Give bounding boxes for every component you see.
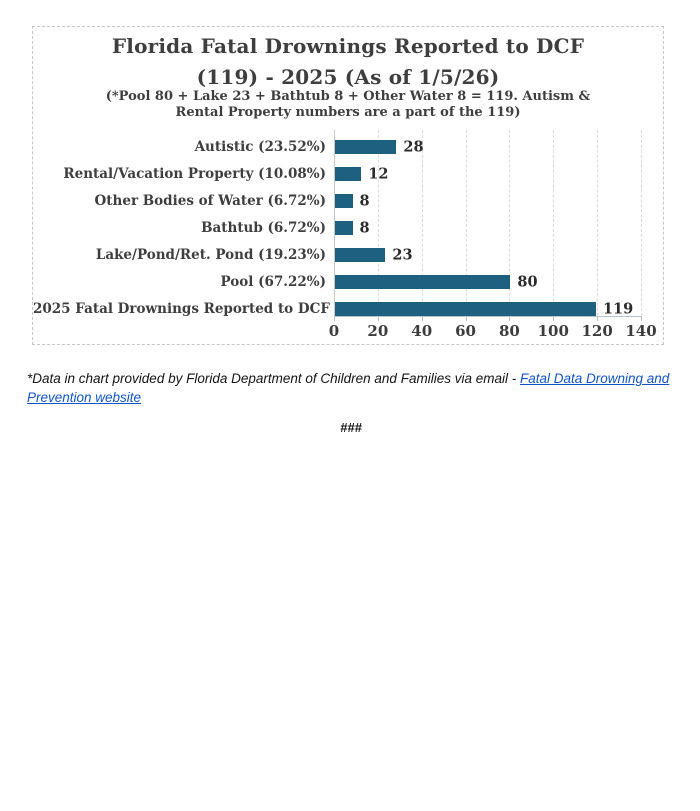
x-tick-label: 120 <box>581 322 613 340</box>
chart-title-line-2: (119) - 2025 (As of 1/5/26) <box>196 65 500 89</box>
bar-value-label: 8 <box>359 219 370 236</box>
x-tick-label: 80 <box>498 322 520 340</box>
bar-row <box>33 241 663 268</box>
bar-value-label: 28 <box>403 138 424 155</box>
category-label: Lake/Pond/Ret. Pond (19.23%) <box>95 246 326 263</box>
fatal-data-drowning-prevention-link[interactable]: Fatal Data Drowning and Prevention website <box>27 371 670 405</box>
category-label: Rental/Vacation Property (10.08%) <box>63 165 326 182</box>
bar-row <box>33 268 663 295</box>
bar-value-label: 8 <box>359 192 370 209</box>
chart-title-line-1: Florida Fatal Drownings Reported to DCF <box>111 34 585 58</box>
data-source-note-text: *Data in chart provided by Florida Department of Children and Families via email - <box>27 371 520 386</box>
bar <box>335 194 353 208</box>
bar <box>335 302 596 316</box>
x-tick-label: 100 <box>537 322 569 340</box>
bar-row <box>33 295 663 322</box>
category-label: Pool (67.22%) <box>220 273 326 290</box>
end-mark: ### <box>340 420 362 435</box>
category-label: Autistic (23.52%) <box>194 138 326 155</box>
category-label: 2025 Fatal Drownings Reported to DCF <box>33 300 330 317</box>
bar-value-label: 12 <box>368 165 389 182</box>
data-source-note <box>27 370 675 407</box>
chart-subtitle-line-1: (*Pool 80 + Lake 23 + Bathtub 8 + Other Water 8 = 119. Autism & <box>105 89 591 104</box>
x-tick-label: 40 <box>411 322 433 340</box>
bar-value-label: 119 <box>602 300 634 317</box>
bar <box>335 221 353 235</box>
x-tick-label: 60 <box>455 322 476 340</box>
category-label: Other Bodies of Water (6.72%) <box>94 192 326 209</box>
x-tick-label: 0 <box>328 322 340 340</box>
drowning-bar-chart <box>32 26 664 345</box>
bar-value-label: 80 <box>517 273 538 290</box>
x-tick-label: 20 <box>367 322 389 340</box>
bar <box>335 140 396 154</box>
bar-row <box>33 133 663 160</box>
bar-row <box>33 214 663 241</box>
x-tick-label: 140 <box>625 322 657 340</box>
category-label: Bathtub (6.72%) <box>201 219 326 236</box>
chart-subtitle-line-2: Rental Property numbers are a part of the 119) <box>175 104 521 120</box>
bar <box>335 275 510 289</box>
bar <box>335 167 361 181</box>
bar <box>335 248 385 262</box>
bar-row <box>33 160 663 187</box>
bar-row <box>33 187 663 214</box>
plot-area <box>33 27 663 344</box>
bar-value-label: 23 <box>392 246 413 263</box>
